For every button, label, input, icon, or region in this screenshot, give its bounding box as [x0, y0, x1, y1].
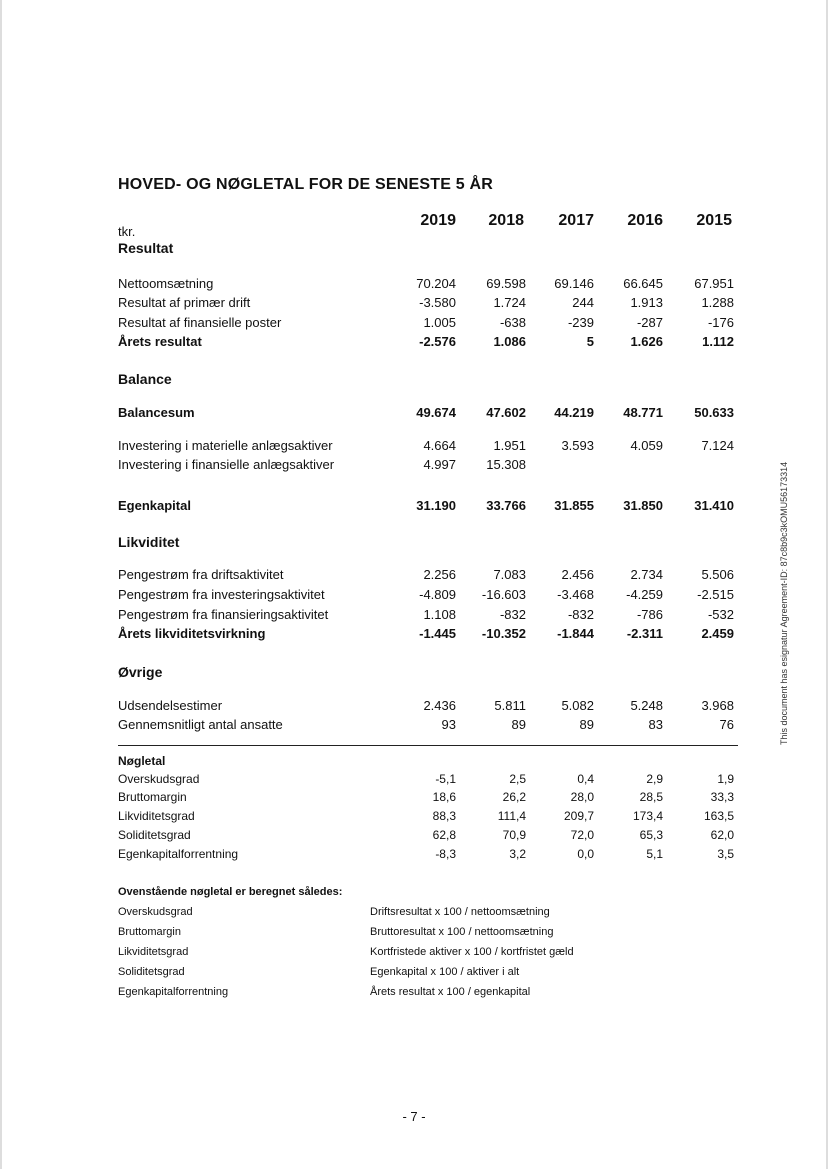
row-ansatte [118, 717, 738, 735]
value-2018: 1.724 [493, 295, 526, 310]
value-2017: 5 [586, 334, 594, 349]
nogletal-value-2019: 88,3 [432, 809, 456, 823]
value-2018: 15.308 [486, 457, 526, 472]
row-label: Egenkapital [118, 498, 191, 513]
value-2015: 76 [719, 717, 734, 732]
formula-text: Egenkapital x 100 / aktiver i alt [370, 966, 520, 978]
nogletal-value-2016: 28,5 [639, 790, 663, 804]
year-2018: 2018 [488, 212, 524, 229]
row-label: Investering i materielle anlægsaktiver [118, 438, 333, 453]
value-2015: 1.288 [701, 295, 734, 310]
value-2019: -3.580 [419, 295, 456, 310]
value-2016: -287 [636, 315, 663, 330]
value-2018: 47.602 [486, 405, 526, 420]
year-2017: 2017 [558, 212, 594, 229]
value-2019: 2.256 [423, 567, 456, 582]
value-2019: 4.997 [423, 457, 456, 472]
formula-text: Driftsresultat x 100 / nettoomsætning [370, 906, 550, 918]
nogletal-value-2018: 111,4 [497, 809, 526, 823]
value-2015: 67.951 [694, 276, 734, 291]
value-2017: 69.146 [554, 276, 594, 291]
value-2016: -4.259 [626, 587, 663, 602]
nogletal-value-2019: -5,1 [435, 772, 456, 786]
value-2017: -1.844 [557, 626, 594, 641]
nogletal-value-2017: 0,0 [577, 847, 594, 861]
value-2019: 1.005 [423, 315, 456, 330]
formula-row [118, 966, 738, 982]
value-2015: -2.515 [697, 587, 734, 602]
section-likviditet: Likviditet [118, 534, 180, 550]
value-2019: 2.436 [423, 698, 456, 713]
nogletal-value-2018: 3,2 [509, 847, 526, 861]
formula-label: Overskudsgrad [118, 906, 193, 918]
nogletal-row [118, 790, 738, 806]
nogletal-value-2015: 33,3 [710, 790, 734, 804]
value-2019: 1.108 [423, 607, 456, 622]
row-likviditetsvirkning [118, 626, 738, 644]
nogletal-value-2016: 65,3 [639, 828, 663, 842]
value-2016: 4.059 [630, 438, 663, 453]
value-2015: 1.112 [702, 334, 734, 349]
formula-text: Kortfristede aktiver x 100 / kortfristet gæld [370, 946, 574, 958]
value-2019: -1.445 [419, 626, 456, 641]
row-investeringsaktivitet [118, 587, 738, 605]
row-inv-finansielle [118, 457, 738, 475]
esignatur-side-note: This document has esignatur Agreement-ID: 87c8b9c3kOMU56173314 [779, 461, 789, 745]
row-label: Resultat af finansielle poster [118, 315, 282, 330]
unit-label: tkr. [118, 224, 136, 239]
value-2017: -832 [567, 607, 594, 622]
row-driftsaktivitet [118, 567, 738, 585]
value-2018: -638 [499, 315, 526, 330]
nogletal-value-2017: 209,7 [563, 809, 594, 823]
section-ovrige: Øvrige [118, 664, 163, 680]
value-2016: 48.771 [623, 405, 663, 420]
value-2019: 31.190 [416, 498, 456, 513]
page-number: - 7 - [402, 1109, 426, 1124]
formula-row [118, 926, 738, 942]
page-title: HOVED- OG NØGLETAL FOR DE SENESTE 5 ÅR [118, 176, 494, 193]
row-egenkapital [118, 498, 738, 516]
formula-text: Bruttoresultat x 100 / nettoomsætning [370, 926, 554, 938]
value-2016: -786 [636, 607, 663, 622]
nogletal-label: Soliditetsgrad [118, 828, 191, 842]
formula-label: Soliditetsgrad [118, 966, 185, 978]
value-2015: 3.968 [701, 698, 734, 713]
formula-text: Årets resultat x 100 / egenkapital [370, 986, 531, 998]
row-finansielle-poster [118, 315, 738, 333]
nogletal-heading: Nøgletal [118, 754, 166, 768]
value-2016: 1.626 [630, 334, 663, 349]
formulas-heading: Ovenstående nøgletal er beregnet således: [118, 886, 343, 898]
row-label: Udsendelsestimer [118, 698, 223, 713]
value-2018: 1.086 [493, 334, 526, 349]
row-label: Resultat af primær drift [118, 295, 251, 310]
nogletal-row [118, 828, 738, 844]
nogletal-value-2019: 18,6 [432, 790, 456, 804]
year-header-row [118, 212, 738, 239]
value-2015: 31.410 [694, 498, 734, 513]
row-finansieringsaktivitet [118, 607, 738, 625]
nogletal-value-2015: 163,5 [703, 809, 734, 823]
nogletal-value-2016: 173,4 [632, 809, 663, 823]
row-label: Investering i finansielle anlægsaktiver [118, 457, 335, 472]
nogletal-row [118, 847, 738, 863]
row-label: Gennemsnitligt antal ansatte [118, 717, 283, 732]
value-2018: 33.766 [486, 498, 526, 513]
value-2018: -832 [499, 607, 526, 622]
value-2016: 83 [648, 717, 663, 732]
value-2018: -10.352 [481, 626, 526, 641]
value-2019: 93 [441, 717, 456, 732]
section-resultat: Resultat [118, 240, 174, 256]
nogletal-row [118, 809, 738, 825]
row-label: Nettoomsætning [118, 276, 214, 291]
value-2018: 69.598 [486, 276, 526, 291]
nogletal-row [118, 772, 738, 788]
value-2018: 7.083 [493, 567, 526, 582]
nogletal-value-2018: 2,5 [509, 772, 526, 786]
nogletal-value-2015: 62,0 [710, 828, 734, 842]
nogletal-label: Likviditetsgrad [118, 809, 195, 823]
row-inv-materielle [118, 438, 738, 456]
year-2019: 2019 [420, 212, 456, 229]
nogletal-value-2015: 1,9 [717, 772, 734, 786]
value-2015: -532 [707, 607, 734, 622]
formula-label: Likviditetsgrad [118, 946, 189, 958]
nogletal-value-2019: -8,3 [435, 847, 456, 861]
value-2016: 66.645 [623, 276, 663, 291]
nogletal-label: Bruttomargin [118, 790, 187, 804]
row-balancesum [118, 405, 738, 423]
value-2018: 89 [511, 717, 526, 732]
value-2017: 2.456 [561, 567, 594, 582]
row-label: Pengestrøm fra investeringsaktivitet [118, 587, 325, 602]
value-2015: 2.459 [701, 626, 734, 641]
formula-row [118, 906, 738, 922]
nogletal-value-2015: 3,5 [717, 847, 734, 861]
nogletal-value-2019: 62,8 [432, 828, 456, 842]
formula-label: Egenkapitalforrentning [118, 986, 229, 998]
value-2015: 5.506 [701, 567, 734, 582]
row-label: Pengestrøm fra finansieringsaktivitet [118, 607, 329, 622]
row-label: Årets likviditetsvirkning [118, 626, 266, 641]
value-2017: 44.219 [554, 405, 594, 420]
row-nettoomsaetning [118, 276, 738, 294]
value-2016: 2.734 [630, 567, 663, 582]
value-2017: -3.468 [557, 587, 594, 602]
formula-row [118, 946, 738, 962]
scan-edge-left [0, 0, 2, 1169]
value-2016: 31.850 [623, 498, 663, 513]
value-2016: 1.913 [630, 295, 663, 310]
value-2015: 50.633 [694, 405, 734, 420]
nogletal-value-2017: 28,0 [570, 790, 594, 804]
nogletal-value-2016: 5,1 [646, 847, 663, 861]
row-arets-resultat [118, 334, 738, 352]
value-2017: 3.593 [561, 438, 594, 453]
value-2017: 31.855 [554, 498, 594, 513]
row-label: Pengestrøm fra driftsaktivitet [118, 567, 284, 582]
section-balance: Balance [118, 371, 172, 387]
nogletal-value-2018: 26,2 [502, 790, 526, 804]
nogletal-label: Overskudsgrad [118, 772, 200, 786]
value-2019: 70.204 [416, 276, 456, 291]
formula-label: Bruttomargin [118, 926, 181, 938]
value-2015: -176 [707, 315, 734, 330]
formula-row [118, 986, 738, 1002]
nogletal-value-2016: 2,9 [646, 772, 663, 786]
value-2018: -16.603 [481, 587, 526, 602]
row-label: Balancesum [118, 405, 195, 420]
value-2017: 244 [572, 295, 594, 310]
value-2019: 49.674 [416, 405, 456, 420]
nogletal-value-2017: 0,4 [577, 772, 594, 786]
value-2017: 5.082 [561, 698, 594, 713]
value-2019: -4.809 [419, 587, 456, 602]
year-2016: 2016 [627, 212, 663, 229]
value-2017: 89 [579, 717, 594, 732]
divider-line [118, 745, 738, 746]
row-label: Årets resultat [118, 334, 202, 349]
nogletal-value-2018: 70,9 [502, 828, 526, 842]
value-2018: 1.951 [493, 438, 526, 453]
value-2016: 5.248 [630, 698, 663, 713]
value-2018: 5.811 [494, 698, 526, 713]
value-2019: 4.664 [423, 438, 456, 453]
nogletal-label: Egenkapitalforrentning [118, 847, 239, 861]
value-2019: -2.576 [419, 334, 456, 349]
row-primaer-drift [118, 295, 738, 313]
nogletal-value-2017: 72,0 [570, 828, 594, 842]
year-2015: 2015 [696, 212, 732, 229]
value-2017: -239 [567, 315, 594, 330]
value-2016: -2.311 [626, 626, 663, 641]
value-2015: 7.124 [701, 438, 734, 453]
row-udsendelsestimer [118, 698, 738, 716]
